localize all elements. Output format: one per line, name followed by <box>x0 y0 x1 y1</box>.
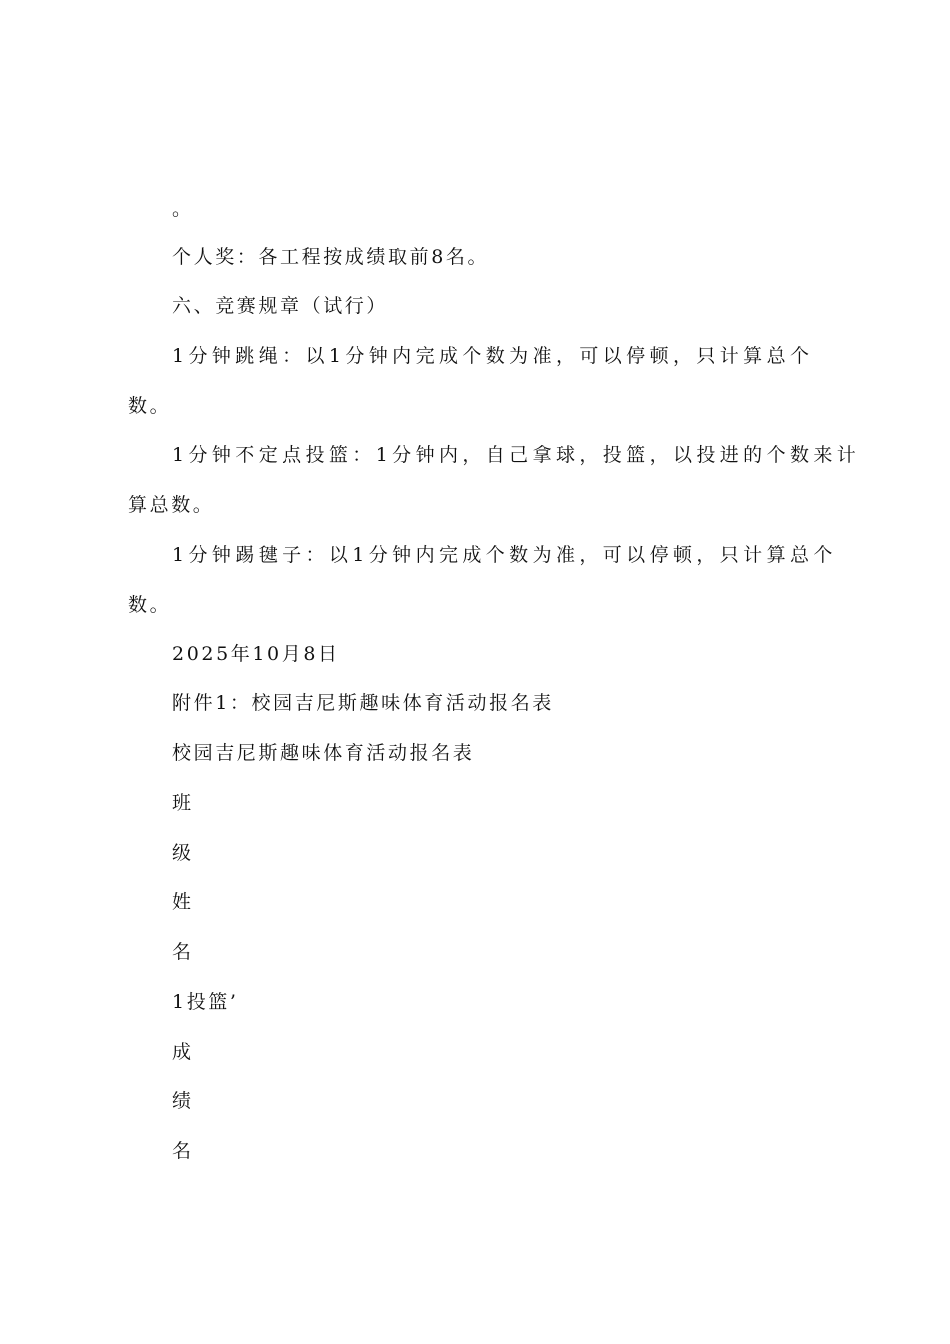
table-header-cell: 名 <box>172 941 194 963</box>
table-header-cell: 班 <box>172 792 194 814</box>
rule-shuttlecock: 1分钟踢毽子：以1分钟内完成个数为准，可以停顿，只计算总个 <box>172 544 837 566</box>
section-heading: 六、竞赛规章（试行） <box>172 295 389 317</box>
text-line: 算总数。 <box>128 494 215 516</box>
text-line: 。 <box>172 198 194 220</box>
table-header-cell: 1投篮’ <box>172 991 239 1013</box>
form-title: 校园吉尼斯趣味体育活动报名表 <box>172 742 475 764</box>
text-line: 数。 <box>128 395 172 417</box>
text-line: 数。 <box>128 594 172 616</box>
rule-jump-rope: 1分钟跳绳：以1分钟内完成个数为准，可以停顿，只计算总个 <box>172 345 814 367</box>
table-header-cell: 绩 <box>172 1090 194 1112</box>
table-header-cell: 姓 <box>172 891 194 913</box>
table-header-cell: 成 <box>172 1041 194 1063</box>
table-header-cell: 名 <box>172 1140 194 1162</box>
rule-shooting: 1分钟不定点投篮：1分钟内，自己拿球，投篮，以投进的个数来计 <box>172 444 861 466</box>
table-header-cell: 级 <box>172 842 194 864</box>
date-line: 2025年10月8日 <box>172 643 340 665</box>
text-line: 个人奖：各工程按成绩取前8名。 <box>172 246 490 268</box>
attachment-title: 附件1：校园吉尼斯趣味体育活动报名表 <box>172 692 554 714</box>
